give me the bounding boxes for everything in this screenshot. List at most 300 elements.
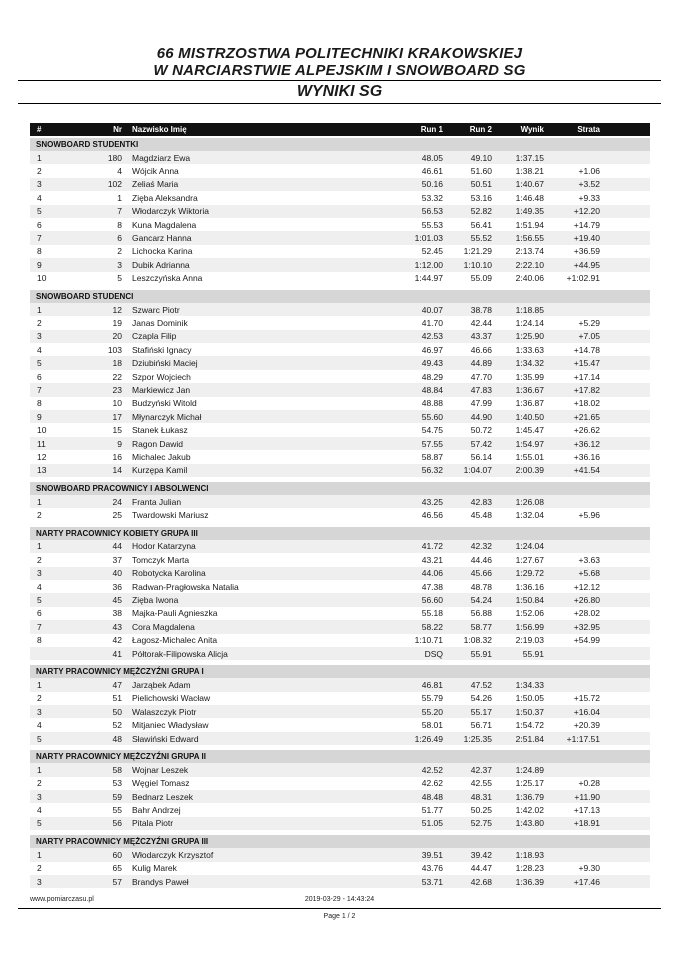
cell-run1: 55.20 [421, 706, 443, 717]
cell-run2: 54.24 [470, 595, 492, 606]
table-row [30, 647, 650, 660]
cell-run2: 47.52 [470, 679, 492, 690]
cell-run1: 48.48 [421, 791, 443, 802]
cell-run1: 53.71 [421, 876, 443, 887]
cell-bib: 48 [112, 733, 122, 744]
table-row [30, 450, 650, 463]
cell-run1: 48.29 [421, 371, 443, 382]
cell-run1: 1:44.97 [414, 273, 443, 284]
table-section [30, 835, 650, 888]
cell-bib: 17 [112, 411, 122, 422]
cell-name: Mitjaniec Władysław [132, 720, 209, 731]
cell-gap: +54.99 [573, 635, 600, 646]
cell-bib: 16 [112, 451, 122, 462]
page-title-line2: W NARCIARSTWIE ALPEJSKIM I SNOWBOARD SG [153, 62, 526, 79]
cell-run2: 54.26 [470, 693, 492, 704]
table-row [30, 790, 650, 803]
table-row [30, 303, 650, 316]
cell-bib: 47 [112, 679, 122, 690]
cell-run1: 58.22 [421, 621, 443, 632]
cell-gap: +9.30 [578, 863, 600, 874]
cell-run2: 55.91 [470, 648, 492, 659]
cell-place: 1 [37, 849, 42, 860]
cell-place: 1 [37, 541, 42, 552]
cell-run1: 46.81 [421, 679, 443, 690]
cell-place: 3 [37, 706, 42, 717]
table-row [30, 410, 650, 423]
cell-gap: +44.95 [573, 259, 600, 270]
cell-run2: 44.89 [470, 358, 492, 369]
cell-name: Budzyński Witold [132, 398, 197, 409]
cell-run1: 43.25 [421, 496, 443, 507]
cell-place: 13 [37, 465, 47, 476]
cell-bib: 65 [112, 863, 122, 874]
cell-bib: 15 [112, 425, 122, 436]
table-section [30, 290, 650, 477]
cell-run1: 48.88 [421, 398, 443, 409]
cell-run1: 56.32 [421, 465, 443, 476]
cell-bib: 53 [112, 778, 122, 789]
section-header: SNOWBOARD PRACOWNICY I ABSOLWENCI [30, 482, 650, 495]
cell-name: Gancarz Hanna [132, 233, 192, 244]
cell-result: 1:36.87 [515, 398, 544, 409]
table-row [30, 370, 650, 383]
cell-bib: 60 [112, 849, 122, 860]
cell-place: 2 [37, 693, 42, 704]
cell-run2: 50.25 [470, 805, 492, 816]
cell-bib: 50 [112, 706, 122, 717]
cell-place: 3 [37, 331, 42, 342]
cell-name: Włodarczyk Wiktoria [132, 206, 209, 217]
table-row [30, 620, 650, 633]
cell-place: 3 [37, 791, 42, 802]
cell-run2: 47.83 [470, 384, 492, 395]
cell-gap: +17.46 [573, 876, 600, 887]
cell-run2: 55.52 [470, 233, 492, 244]
cell-bib: 43 [112, 621, 122, 632]
cell-name: Węgiel Tomasz [132, 778, 190, 789]
table-row [30, 164, 650, 177]
cell-result: 2:40.06 [515, 273, 544, 284]
cell-name: Hodor Katarzyna [132, 541, 196, 552]
table-row [30, 423, 650, 436]
cell-run2: 55.17 [470, 706, 492, 717]
cell-result: 1:43.80 [515, 818, 544, 829]
cell-result: 1:45.47 [515, 425, 544, 436]
cell-result: 2:22.10 [515, 259, 544, 270]
cell-gap: +3.52 [578, 179, 600, 190]
cell-result: 1:50.05 [515, 693, 544, 704]
cell-run1: 46.97 [421, 344, 443, 355]
cell-run1: 54.75 [421, 425, 443, 436]
cell-result: 1:51.94 [515, 219, 544, 230]
col-header-run2: Run 2 [469, 125, 492, 134]
cell-run2: 51.60 [470, 166, 492, 177]
cell-place: 2 [37, 510, 42, 521]
section-header: SNOWBOARD STUDENCI [30, 290, 650, 303]
cell-gap: +11.90 [574, 791, 600, 802]
table-section [30, 482, 650, 522]
cell-run2: 42.37 [470, 764, 492, 775]
table-row [30, 607, 650, 620]
cell-bib: 2 [117, 246, 122, 257]
cell-run2: 52.82 [470, 206, 492, 217]
cell-bib: 24 [112, 496, 122, 507]
cell-bib: 5 [117, 273, 122, 284]
table-row [30, 862, 650, 875]
cell-gap: +5.68 [578, 568, 600, 579]
cell-run1: 42.52 [421, 764, 443, 775]
cell-result: 1:50.84 [515, 595, 544, 606]
page-header [0, 0, 679, 79]
cell-gap: +21.65 [573, 411, 600, 422]
cell-place: 1 [37, 496, 42, 507]
table-row [30, 580, 650, 593]
cell-result: 1:37.15 [515, 152, 544, 163]
cell-name: Zięba Aleksandra [132, 192, 198, 203]
cell-place: 2 [37, 778, 42, 789]
cell-run1: 56.53 [421, 206, 443, 217]
cell-bib: 180 [107, 152, 122, 163]
cell-name: Robotycka Karolina [132, 568, 206, 579]
cell-run2: 50.51 [470, 179, 492, 190]
section-header: NARTY PRACOWNICY MĘŻCZYŹNI GRUPA II [30, 750, 650, 763]
cell-name: Tomczyk Marta [132, 554, 190, 565]
cell-result: 1:25.90 [515, 331, 544, 342]
table-row [30, 258, 650, 271]
cell-place: 9 [37, 411, 42, 422]
section-header: NARTY PRACOWNICY MĘŻCZYŹNI GRUPA III [30, 835, 650, 848]
table-header-row [30, 123, 650, 136]
table-row [30, 464, 650, 477]
cell-bib: 12 [112, 304, 122, 315]
cell-run1: DSQ [424, 648, 443, 659]
cell-run2: 44.47 [470, 863, 492, 874]
cell-name: Bednarz Leszek [132, 791, 193, 802]
cell-name: Dziubiński Maciej [132, 358, 198, 369]
cell-bib: 1 [117, 192, 122, 203]
cell-run1: 42.53 [421, 331, 443, 342]
col-header-name: Nazwisko Imię [132, 125, 187, 134]
cell-gap: +1:17.51 [566, 733, 600, 744]
cell-gap: +12.20 [573, 206, 600, 217]
cell-name: Janas Dominik [132, 317, 188, 328]
cell-result: 1:27.67 [515, 554, 544, 565]
table-row [30, 692, 650, 705]
cell-gap: +36.12 [573, 438, 600, 449]
table-row [30, 218, 650, 231]
table-row [30, 593, 650, 606]
cell-name: Bahr Andrzej [132, 805, 181, 816]
table-row [30, 678, 650, 691]
cell-name: Magdziarz Ewa [132, 152, 191, 163]
cell-place: 7 [37, 233, 42, 244]
cell-result: 2:19.03 [515, 635, 544, 646]
cell-bib: 37 [112, 554, 122, 565]
cell-name: Leszczyńska Anna [132, 273, 203, 284]
footer-meta-row [0, 896, 679, 908]
cell-run2: 1:25.35 [463, 733, 492, 744]
cell-result: 1:24.14 [515, 317, 544, 328]
cell-name: Stafiński Ignacy [132, 344, 192, 355]
table-row [30, 634, 650, 647]
cell-run2: 47.70 [470, 371, 492, 382]
table-row [30, 553, 650, 566]
cell-place: 11 [37, 438, 46, 449]
cell-place: 8 [37, 398, 42, 409]
cell-bib: 103 [107, 344, 122, 355]
cell-run1: 1:10.71 [414, 635, 443, 646]
cell-place: 1 [37, 679, 42, 690]
table-row [30, 567, 650, 580]
cell-name: Pielichowski Wacław [132, 693, 211, 704]
cell-run1: 40.07 [421, 304, 443, 315]
cell-run2: 48.78 [470, 581, 492, 592]
table-row [30, 397, 650, 410]
cell-name: Dubik Adrianna [132, 259, 190, 270]
cell-name: Majka-Pauli Agnieszka [132, 608, 218, 619]
cell-gap: +18.02 [573, 398, 600, 409]
table-section [30, 527, 650, 661]
table-row [30, 777, 650, 790]
cell-bib: 59 [112, 791, 122, 802]
cell-place: 3 [37, 876, 42, 887]
cell-place: 4 [37, 344, 42, 355]
results-table-body [30, 138, 650, 888]
footer-page-number: Page 1 / 2 [323, 913, 356, 920]
cell-bib: 10 [112, 398, 122, 409]
cell-run2: 47.99 [470, 398, 492, 409]
cell-result: 1:36.16 [515, 581, 544, 592]
cell-run2: 48.31 [470, 791, 492, 802]
cell-run2: 42.83 [470, 496, 492, 507]
cell-result: 2:13.74 [515, 246, 544, 257]
cell-run1: 55.79 [421, 693, 443, 704]
cell-run1: 46.56 [421, 510, 443, 521]
cell-name: Zięba Iwona [132, 595, 179, 606]
cell-run2: 56.41 [470, 219, 492, 230]
section-header: NARTY PRACOWNICY KOBIETY GRUPA III [30, 527, 650, 540]
cell-name: Markiewicz Jan [132, 384, 191, 395]
cell-name: Zeliaś Maria [132, 179, 179, 190]
cell-result: 1:50.37 [515, 706, 544, 717]
cell-run1: 57.55 [421, 438, 443, 449]
cell-bib: 9 [117, 438, 122, 449]
footer-website: www.pomiarczasu.pl [30, 896, 94, 903]
table-row [30, 437, 650, 450]
table-row [30, 718, 650, 731]
cell-name: Brandys Paweł [132, 876, 189, 887]
cell-bib: 55 [112, 805, 122, 816]
cell-result: 1:49.35 [515, 206, 544, 217]
cell-place: 2 [37, 317, 42, 328]
cell-name: Półtorak-Filipowska Alicja [132, 648, 228, 659]
cell-result: 1:36.79 [515, 791, 544, 802]
table-row [30, 205, 650, 218]
cell-place: 3 [37, 179, 42, 190]
table-row [30, 540, 650, 553]
cell-result: 1:34.33 [515, 679, 544, 690]
cell-place: 1 [37, 152, 42, 163]
table-row [30, 817, 650, 830]
table-row [30, 316, 650, 329]
header-divider-bottom [18, 103, 661, 104]
cell-gap: +16.04 [573, 706, 600, 717]
cell-run2: 38.78 [470, 304, 492, 315]
cell-gap: +26.62 [573, 425, 600, 436]
cell-place: 2 [37, 554, 42, 565]
cell-name: Michalec Jakub [132, 451, 191, 462]
cell-name: Franta Julian [132, 496, 182, 507]
cell-gap: +5.96 [578, 510, 600, 521]
cell-result: 1:54.97 [515, 438, 544, 449]
cell-gap: +14.79 [573, 219, 600, 230]
cell-place: 5 [37, 358, 42, 369]
table-row [30, 245, 650, 258]
cell-place: 5 [37, 206, 42, 217]
cell-place: 1 [37, 764, 42, 775]
cell-run1: 42.62 [421, 778, 443, 789]
table-section [30, 665, 650, 745]
cell-run1: 43.76 [421, 863, 443, 874]
cell-name: Kulig Marek [132, 863, 177, 874]
cell-gap: +26.80 [573, 595, 600, 606]
table-section [30, 138, 650, 285]
cell-run1: 48.05 [421, 152, 443, 163]
cell-gap: +1.06 [578, 166, 600, 177]
cell-run2: 43.37 [470, 331, 492, 342]
cell-bib: 18 [112, 358, 122, 369]
table-row [30, 272, 650, 285]
section-header: NARTY PRACOWNICY MĘŻCZYŹNI GRUPA I [30, 665, 650, 678]
cell-run2: 50.72 [470, 425, 492, 436]
page-subtitle: WYNIKI SG [296, 83, 383, 100]
cell-run1: 39.51 [421, 849, 443, 860]
col-header-result: Wynik [520, 125, 544, 134]
cell-bib: 36 [112, 581, 122, 592]
cell-run1: 47.38 [421, 581, 443, 592]
cell-run2: 52.75 [470, 818, 492, 829]
cell-gap: +15.72 [573, 693, 600, 704]
cell-run1: 1:26.49 [414, 733, 443, 744]
cell-run2: 46.66 [470, 344, 492, 355]
cell-run2: 56.14 [470, 451, 492, 462]
cell-name: Radwan-Pragłowska Natalia [132, 581, 239, 592]
cell-place: 6 [37, 219, 42, 230]
table-row [30, 178, 650, 191]
cell-gap: +32.95 [573, 621, 600, 632]
cell-place: 5 [37, 595, 42, 606]
cell-run1: 41.72 [421, 541, 443, 552]
cell-run1: 1:12.00 [414, 259, 443, 270]
cell-run1: 46.61 [421, 166, 443, 177]
page-footer [0, 896, 679, 920]
cell-gap: +18.91 [573, 818, 600, 829]
cell-run1: 51.77 [421, 805, 443, 816]
cell-result: 1:36.39 [515, 876, 544, 887]
cell-name: Wojnar Leszek [132, 764, 189, 775]
table-row [30, 875, 650, 888]
cell-bib: 52 [112, 720, 122, 731]
cell-place: 4 [37, 720, 42, 731]
cell-result: 2:51.84 [515, 733, 544, 744]
cell-gap: +3.63 [578, 554, 600, 565]
cell-name: Młynarczyk Michał [132, 411, 202, 422]
cell-gap: +28.02 [573, 608, 600, 619]
cell-result: 1:42.02 [515, 805, 544, 816]
cell-bib: 20 [112, 331, 122, 342]
cell-bib: 57 [112, 876, 122, 887]
cell-bib: 6 [117, 233, 122, 244]
cell-name: Lichocka Karina [132, 246, 193, 257]
cell-result: 1:56.55 [515, 233, 544, 244]
cell-name: Cora Magdalena [132, 621, 195, 632]
cell-result: 1:36.67 [515, 384, 544, 395]
cell-bib: 8 [117, 219, 122, 230]
cell-result: 1:54.72 [515, 720, 544, 731]
cell-bib: 42 [112, 635, 122, 646]
cell-run2: 42.44 [470, 317, 492, 328]
cell-name: Jarząbek Adam [132, 679, 191, 690]
table-row [30, 495, 650, 508]
cell-name: Łagosz-Michalec Anita [132, 635, 218, 646]
cell-run1: 1:01.03 [414, 233, 443, 244]
cell-run1: 55.60 [421, 411, 443, 422]
table-row [30, 848, 650, 861]
cell-run1: 53.32 [421, 192, 443, 203]
cell-bib: 41 [112, 648, 122, 659]
cell-run2: 45.66 [470, 568, 492, 579]
cell-bib: 7 [117, 206, 122, 217]
cell-gap: +36.16 [573, 451, 600, 462]
cell-result: 1:40.50 [515, 411, 544, 422]
cell-run1: 44.06 [421, 568, 443, 579]
cell-run1: 55.18 [421, 608, 443, 619]
table-row [30, 343, 650, 356]
cell-run1: 43.21 [421, 554, 443, 565]
cell-result: 1:26.08 [515, 496, 544, 507]
cell-gap: +9.33 [578, 192, 600, 203]
cell-name: Ragon Dawid [132, 438, 184, 449]
cell-place: 6 [37, 371, 42, 382]
cell-bib: 58 [112, 764, 122, 775]
cell-place: 10 [37, 425, 47, 436]
table-row [30, 508, 650, 521]
cell-name: Twardowski Mariusz [132, 510, 209, 521]
table-row [30, 356, 650, 369]
cell-place: 2 [37, 166, 42, 177]
cell-place: 4 [37, 192, 42, 203]
cell-run2: 58.77 [470, 621, 492, 632]
cell-result: 1:28.23 [515, 863, 544, 874]
table-row [30, 231, 650, 244]
cell-place: 4 [37, 581, 42, 592]
cell-run1: 58.01 [421, 720, 443, 731]
section-header: SNOWBOARD STUDENTKI [30, 138, 650, 151]
cell-name: Walaszczyk Piotr [132, 706, 197, 717]
col-header-place: # [37, 125, 42, 134]
footer-datetime: 2019-03-29 - 14:43:24 [304, 896, 375, 903]
cell-bib: 102 [107, 179, 122, 190]
cell-result: 1:38.21 [515, 166, 544, 177]
cell-run2: 55.09 [470, 273, 492, 284]
cell-gap: +17.13 [573, 805, 600, 816]
cell-run1: 56.60 [421, 595, 443, 606]
cell-place: 1 [37, 304, 42, 315]
col-header-bib: Nr [113, 125, 122, 134]
table-row [30, 383, 650, 396]
cell-bib: 25 [112, 510, 122, 521]
